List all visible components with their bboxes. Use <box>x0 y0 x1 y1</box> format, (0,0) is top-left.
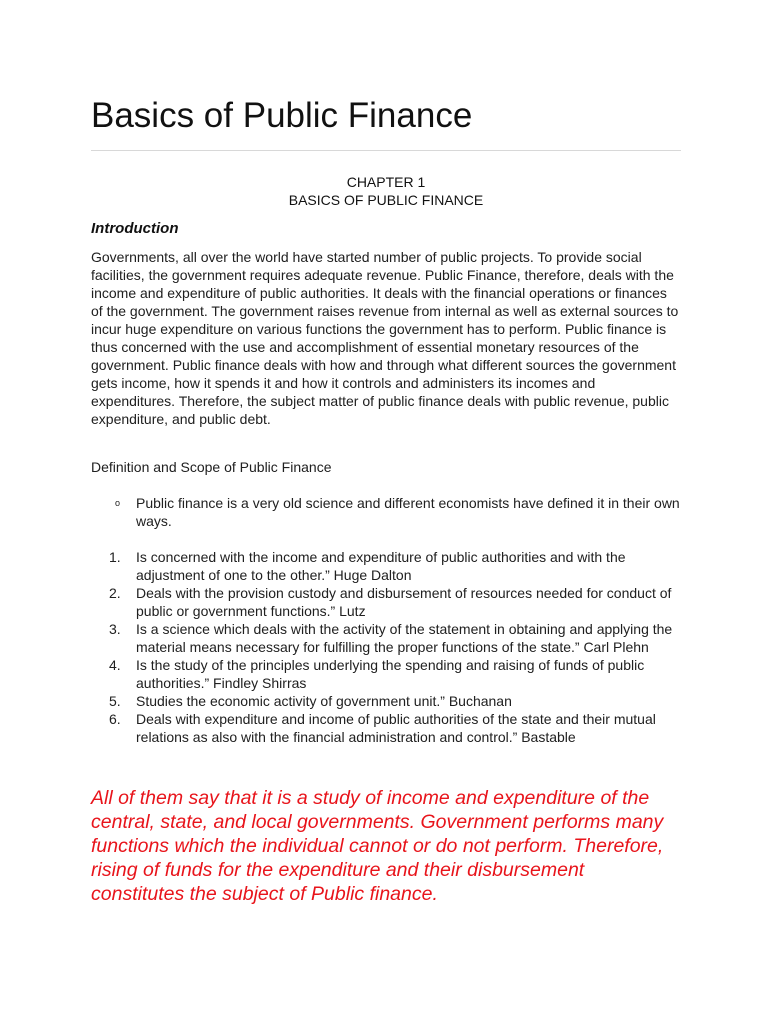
list-item-text: Is concerned with the income and expenditure of public authorities and with the adjustment of one to the other.” Huge Dalton <box>136 549 626 583</box>
list-item-number: 1. <box>109 549 121 565</box>
list-item-text: Deals with the provision custody and disbursement of resources needed for conduct of public or government functions.” Lutz <box>136 585 672 619</box>
list-item-number: 3. <box>109 621 121 637</box>
bullet-text: Public finance is a very old science and different economists have defined it in their own ways. <box>136 495 680 529</box>
chapter-title: BASICS OF PUBLIC FINANCE <box>288 192 484 208</box>
title-divider <box>91 150 681 151</box>
summary-paragraph: All of them say that it is a study of income and expenditure of the central, state, and local governments. Government performs many functions which the individual cannot or do not perform. Therefore, rising of funds for the expenditure and their disbursement constitutes the subject of Public finance. <box>91 787 664 905</box>
document-title: Basics of Public Finance <box>91 96 473 135</box>
list-item-number: 4. <box>109 657 121 673</box>
definitions-list <box>109 548 681 746</box>
introduction-paragraph: Governments, all over the world have started number of public projects. To provide social facilities, the government requires adequate revenue. Public Finance, therefore, deals with the income and expenditure of public authorities. It deals with the financial operations or finances of the government. The government raises revenue from internal as well as external sources to incur huge expenditure on various functions the government has to perform. Public finance is thus concerned with the use and accomplishment of essential monetary resources of the government. Public finance deals with how and through what different sources the government gets income, how it spends it and how it controls and administers its incomes and expenditures. Therefore, the subject matter of public finance deals with public revenue, public expenditure, and public debt. <box>91 249 679 427</box>
list-item <box>109 548 681 584</box>
chapter-number: CHAPTER 1 <box>346 174 426 190</box>
list-item-number: 6. <box>109 711 121 727</box>
introduction-heading: Introduction <box>91 220 179 237</box>
list-item <box>109 584 681 620</box>
bullet-item <box>115 494 681 530</box>
list-item-text: Is a science which deals with the activity of the statement in obtaining and applying the material means necessary for fulfilling the proper functions of the state.” Carl Plehn <box>136 621 673 655</box>
list-item <box>109 692 681 710</box>
list-item <box>109 710 681 746</box>
chapter-heading <box>91 173 681 209</box>
bullet-marker: o <box>115 498 121 508</box>
list-item <box>109 620 681 656</box>
list-item-text: Studies the economic activity of government unit.” Buchanan <box>136 693 512 709</box>
list-item <box>109 656 681 692</box>
list-item-text: Is the study of the principles underlying the spending and raising of funds of public authorities.” Findley Shirras <box>136 657 645 691</box>
list-item-text: Deals with expenditure and income of public authorities of the state and their mutual relations as also with the financial administration and control.” Bastable <box>136 711 656 745</box>
list-item-number: 2. <box>109 585 121 601</box>
definition-heading: Definition and Scope of Public Finance <box>91 459 332 475</box>
list-item-number: 5. <box>109 693 121 709</box>
